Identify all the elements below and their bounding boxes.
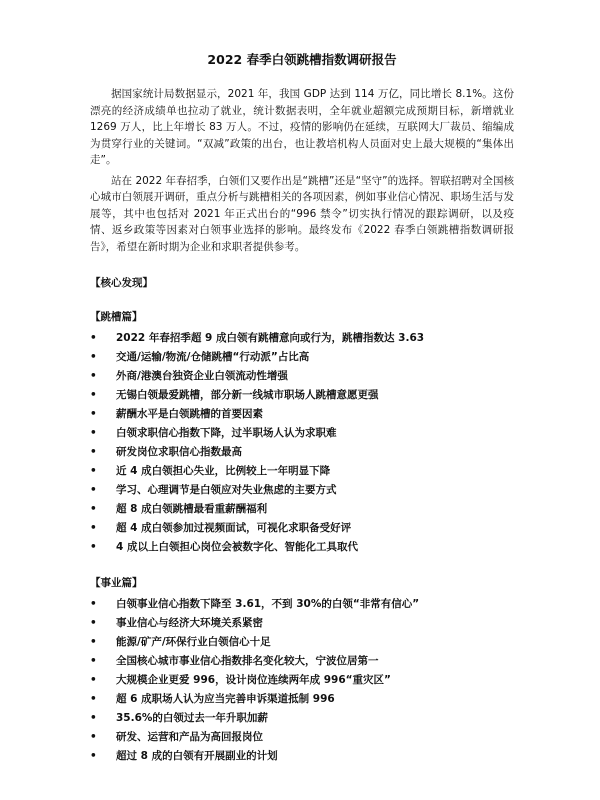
- list-item: [90, 595, 514, 614]
- bullet-icon: •: [90, 503, 97, 515]
- list-item: [90, 462, 514, 481]
- bullet-icon: •: [90, 370, 97, 382]
- list-item-text: 超过 8 成的白领有开展副业的计划: [116, 750, 278, 762]
- bullet-icon: •: [90, 427, 97, 439]
- list-item: [90, 329, 514, 348]
- list-item: [90, 348, 514, 367]
- bullet-icon: •: [90, 484, 97, 496]
- list-item-text: 大规模企业更爱 996，设计岗位连续两年成 996“重灾区”: [116, 674, 391, 686]
- list-item: [90, 709, 514, 728]
- list-item-text: 能源/矿产/环保行业白领信心十足: [116, 636, 271, 648]
- findings-list: [90, 329, 514, 557]
- bullet-icon: •: [90, 408, 97, 420]
- bullet-icon: •: [90, 655, 97, 667]
- list-item-text: 4 成以上白领担心岗位会被数字化、智能化工具取代: [116, 541, 358, 553]
- list-item: [90, 386, 514, 405]
- list-item-text: 白领事业信心指数下降至 3.61，不到 30%的白领“非常有信心”: [116, 598, 420, 610]
- list-item-text: 学习、心理调节是白领应对失业焦虑的主要方式: [116, 484, 337, 496]
- list-item: [90, 519, 514, 538]
- bullet-icon: •: [90, 750, 97, 762]
- list-item: [90, 538, 514, 557]
- list-item-text: 薪酬水平是白领跳槽的首要因素: [116, 408, 263, 420]
- list-item-text: 外商/港澳台独资企业白领流动性增强: [116, 370, 288, 382]
- core-findings-heading: 【核心发现】: [90, 277, 153, 289]
- bullet-icon: •: [90, 541, 97, 553]
- intro-paragraph-1: 据国家统计局数据显示，2021 年，我国 GDP 达到 114 万亿，同比增长 8.1%。这份漂亮的经济成绩单也拉动了就业，统计数据表明，全年就业超额完成预期目标，新增就业 1269 万人，比上年增长 83 万人。不过，疫情的影响仍在延续，互联网大厂裁员、缩编成为贯穿行业的关键词。“双减”政策的出台，也让教培机构人员面对史上最大规模的“集体出走”。: [90, 88, 514, 166]
- list-item: [90, 671, 514, 690]
- list-item-text: 研发岗位求职信心指数最高: [116, 446, 242, 458]
- section-career: [90, 575, 514, 766]
- list-item: [90, 747, 514, 766]
- list-item-text: 研发、运营和产品为高回报岗位: [116, 731, 263, 743]
- bullet-icon: •: [90, 636, 97, 648]
- bullet-icon: •: [90, 731, 97, 743]
- bullet-icon: •: [90, 332, 97, 344]
- intro-paragraph-2: 站在 2022 年春招季，白领们又要作出是“跳槽”还是“坚守”的选择。智联招聘对全国核心城市白领展开调研，重点分析与跳槽相关的各项因素，例如事业信心情况、职场生活与发展等，其中也包括对 2021 年正式出台的“996 禁令”切实执行情况的跟踪调研，以及疫情、返乡政策等因素对白领事业选择的影响。最终发布《2022 春季白领跳槽指数调研报告》，希望在新时期为企业和求职者提供参考。: [90, 174, 514, 253]
- list-item-text: 交通/运输/物流/仓储跳槽“行动派”占比高: [116, 351, 310, 363]
- section-heading: 【跳槽篇】: [90, 311, 143, 323]
- bullet-icon: •: [90, 351, 97, 363]
- list-item: [90, 405, 514, 424]
- list-item-text: 无锡白领最爱跳槽，部分新一线城市职场人跳槽意愿更强: [116, 389, 379, 401]
- section-job-hopping: [90, 309, 514, 557]
- bullet-icon: •: [90, 446, 97, 458]
- list-item-text: 2022 年春招季超 9 成白领有跳槽意向或行为，跳槽指数达 3.63: [116, 332, 425, 344]
- list-item: [90, 367, 514, 386]
- list-item-text: 超 4 成白领参加过视频面试，可视化求职备受好评: [116, 522, 352, 534]
- bullet-icon: •: [90, 522, 97, 534]
- list-item-text: 全国核心城市事业信心指数排名变化较大，宁波位居第一: [116, 655, 379, 667]
- list-item-text: 近 4 成白领担心失业，比例较上一年明显下降: [116, 465, 331, 477]
- list-item: [90, 690, 514, 709]
- bullet-icon: •: [90, 712, 97, 724]
- list-item-text: 超 6 成职场人认为应当完善申诉渠道抵制 996: [116, 693, 335, 705]
- list-item: [90, 633, 514, 652]
- findings-list: [90, 595, 514, 766]
- section-heading: 【事业篇】: [90, 577, 143, 589]
- list-item: [90, 443, 514, 462]
- bullet-icon: •: [90, 465, 97, 477]
- list-item: [90, 424, 514, 443]
- list-item-text: 事业信心与经济大环境关系紧密: [116, 617, 263, 629]
- bullet-icon: •: [90, 598, 97, 610]
- document-title: 2022 春季白领跳槽指数调研报告: [207, 52, 397, 67]
- bullet-icon: •: [90, 693, 97, 705]
- list-item-text: 白领求职信心指数下降，过半职场人认为求职难: [116, 427, 337, 439]
- list-item: [90, 652, 514, 671]
- bullet-icon: •: [90, 389, 97, 401]
- spacer: [90, 255, 514, 275]
- list-item: [90, 481, 514, 500]
- list-item: [90, 500, 514, 519]
- list-item: [90, 728, 514, 747]
- list-item: [90, 614, 514, 633]
- bullet-icon: •: [90, 674, 97, 686]
- list-item-text: 超 8 成白领跳槽最看重薪酬福利: [116, 503, 268, 515]
- list-item-text: 35.6%的白领过去一年升职加薪: [116, 712, 268, 724]
- bullet-icon: •: [90, 617, 97, 629]
